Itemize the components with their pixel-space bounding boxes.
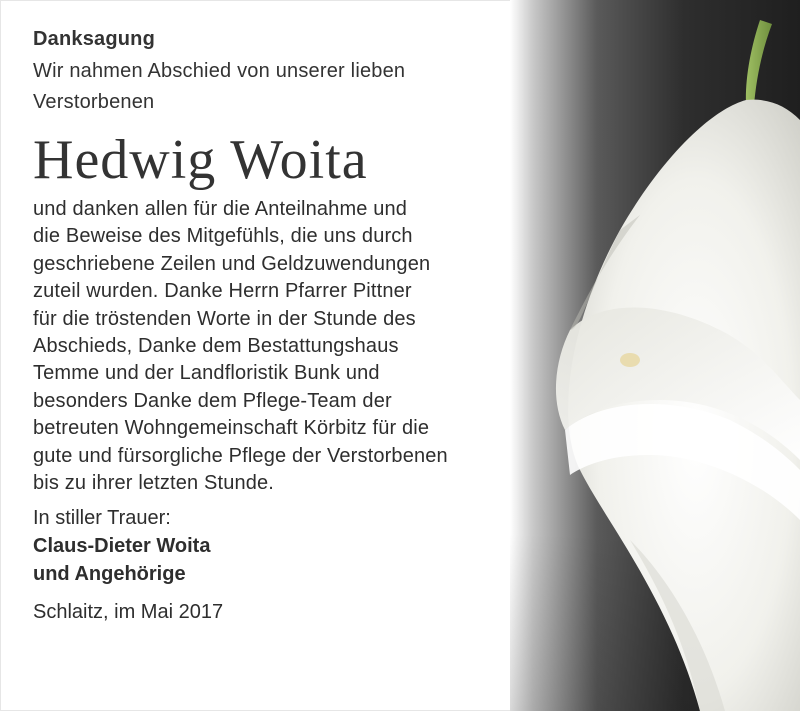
thanks-paragraph <box>33 196 533 497</box>
body-line: bis zu ihrer letzten Stunde. <box>33 472 274 495</box>
body-line: Abschieds, Danke dem Bestattungshaus <box>33 335 399 358</box>
intro-line: Wir nahmen Abschied von unserer lieben <box>33 60 406 82</box>
place-date: Schlaitz, im Mai 2017 <box>33 601 224 624</box>
signer-name: Claus-Dieter Woita <box>33 535 211 558</box>
body-line: betreuten Wohngemeinschaft Körbitz für die <box>33 417 430 440</box>
body-line: gute und fürsorgliche Pflege der Verstorbenen <box>33 444 448 467</box>
body-line: zuteil wurden. Danke Herrn Pfarrer Pittner <box>33 280 412 303</box>
calla-lily-image <box>510 0 800 711</box>
intro-line: Verstorbenen <box>33 91 155 113</box>
body-line: besonders Danke dem Pflege-Team der <box>33 389 392 412</box>
notice-heading: Danksagung <box>33 28 156 50</box>
body-line: für die tröstenden Worte in der Stunde des <box>33 307 416 330</box>
body-line: Temme und der Landfloristik Bunk und <box>33 362 380 385</box>
mourning-label: In stiller Trauer: <box>33 507 171 530</box>
body-line: die Beweise des Mitgefühls, die uns durch <box>33 225 413 248</box>
notice-text <box>33 26 533 626</box>
body-line: und danken allen für die Anteilnahme und <box>33 198 408 220</box>
spadix <box>620 353 640 367</box>
body-line: geschriebene Zeilen und Geldzuwendungen <box>33 252 431 275</box>
signer-relatives: und Angehörige <box>33 563 186 586</box>
calla-lily-illustration <box>510 0 800 711</box>
deceased-name: Hedwig Woita <box>33 129 368 191</box>
